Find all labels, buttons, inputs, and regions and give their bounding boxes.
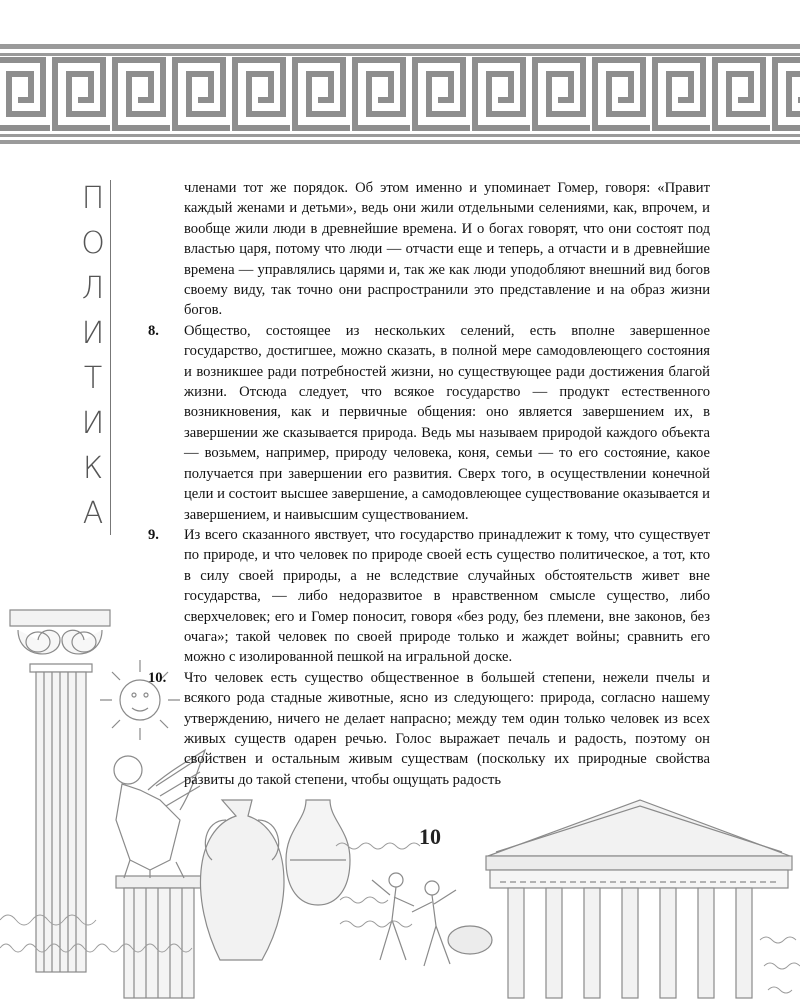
title-letter: К [82,451,104,486]
body-text [148,178,710,790]
warriors-illustration [372,873,492,966]
title-letter: О [81,226,105,261]
paragraph-text: Что человек есть существо общественное в большей степени, нежели пчелы и всякого рода стадные животные, ясно из следующего: природа, согласно нашему утверждению, ничего не делает напрасно; между тем один только человек из всех живых существ одарен речью. Голос выражает печаль и радость, поэтому он свойствен и остальным живым существам (поскольку их природные свойства развиты до такой степени, чтобы ощущать радость [184,669,710,788]
temple-illustration [486,800,792,998]
continuation-paragraph [148,178,710,321]
paragraph-text: Из всего сказанного явствует, что государство принадлежит к тому, что существует по природе, и что человек по природе своей есть существо политическое, а тот, кто в силу своей природы, а не вследствие случайных обстоятельств живет вне государства, — либо недоразвитое в нравственном смысле существо, либо сверхчеловек; его и Гомер поносит, говоря «без роду, без племени, вне законов, без очага»; такой человек по своей природе только и жаждет войны; сравнить его можно с изолированной пешкой на игральной доске. [184,526,710,666]
title-divider-line [110,180,111,535]
ionic-column-illustration [10,610,110,972]
small-column-illustration [116,876,202,998]
title-letter: П [81,181,105,216]
paragraph-9 [148,525,710,668]
paragraph-text: членами тот же порядок. Об этом именно и упоминает Гомер, говоря: «Правит каждый женами и детьми», ведь они жили отдельными селениями, как, впрочем, и вообще жили люди в древнейшие времена. И о богах говорят, что они состоят под властью царя, потому что люди — отчасти еще и теперь, а отчасти и в древнейшие времена — управлялись царями и, так же как люди уподобляют внешний вид богов своему виду, так точно они распространили это представление и на образ жизни богов. [184,180,710,319]
vertical-chapter-title [78,176,108,536]
amphora-illustration [200,800,284,960]
paragraph-number: 9. [148,526,159,543]
title-letter: Л [81,271,105,306]
paragraph-8 [148,321,710,525]
title-letter: И [81,406,105,441]
title-letter: А [82,496,104,531]
vase-illustration [286,800,350,905]
paragraph-10 [148,668,710,790]
title-letter: И [81,316,105,351]
paragraph-text: Общество, состоящее из нескольких селений, есть вполне завершенное государство, достигшее, можно сказать, в полной мере самодовлеющего состояния и возникшее ради потребностей жизни, но существующее ради достижения благой жизни. Отсюда следует, что всякое государство — продукт естественного возникновения, как и первичные общения: оно является завершением их, в завершении же сказывается природа. Ведь мы называем природой каждого объекта — возьмем, например, природу человека, коня, семьи — то его состояние, какое получается при завершении его развития. Сверх того, в осуществлении конечной цели и состоит высшее завершение, а самодовлеющее существование оказывается и завершением, и наивысшим существованием. [184,322,710,523]
title-letter: Т [83,361,103,396]
paragraph-number: 10. [148,669,167,686]
greek-key-border [0,44,800,144]
paragraph-number: 8. [148,322,159,339]
page-number: 10 [419,824,441,849]
